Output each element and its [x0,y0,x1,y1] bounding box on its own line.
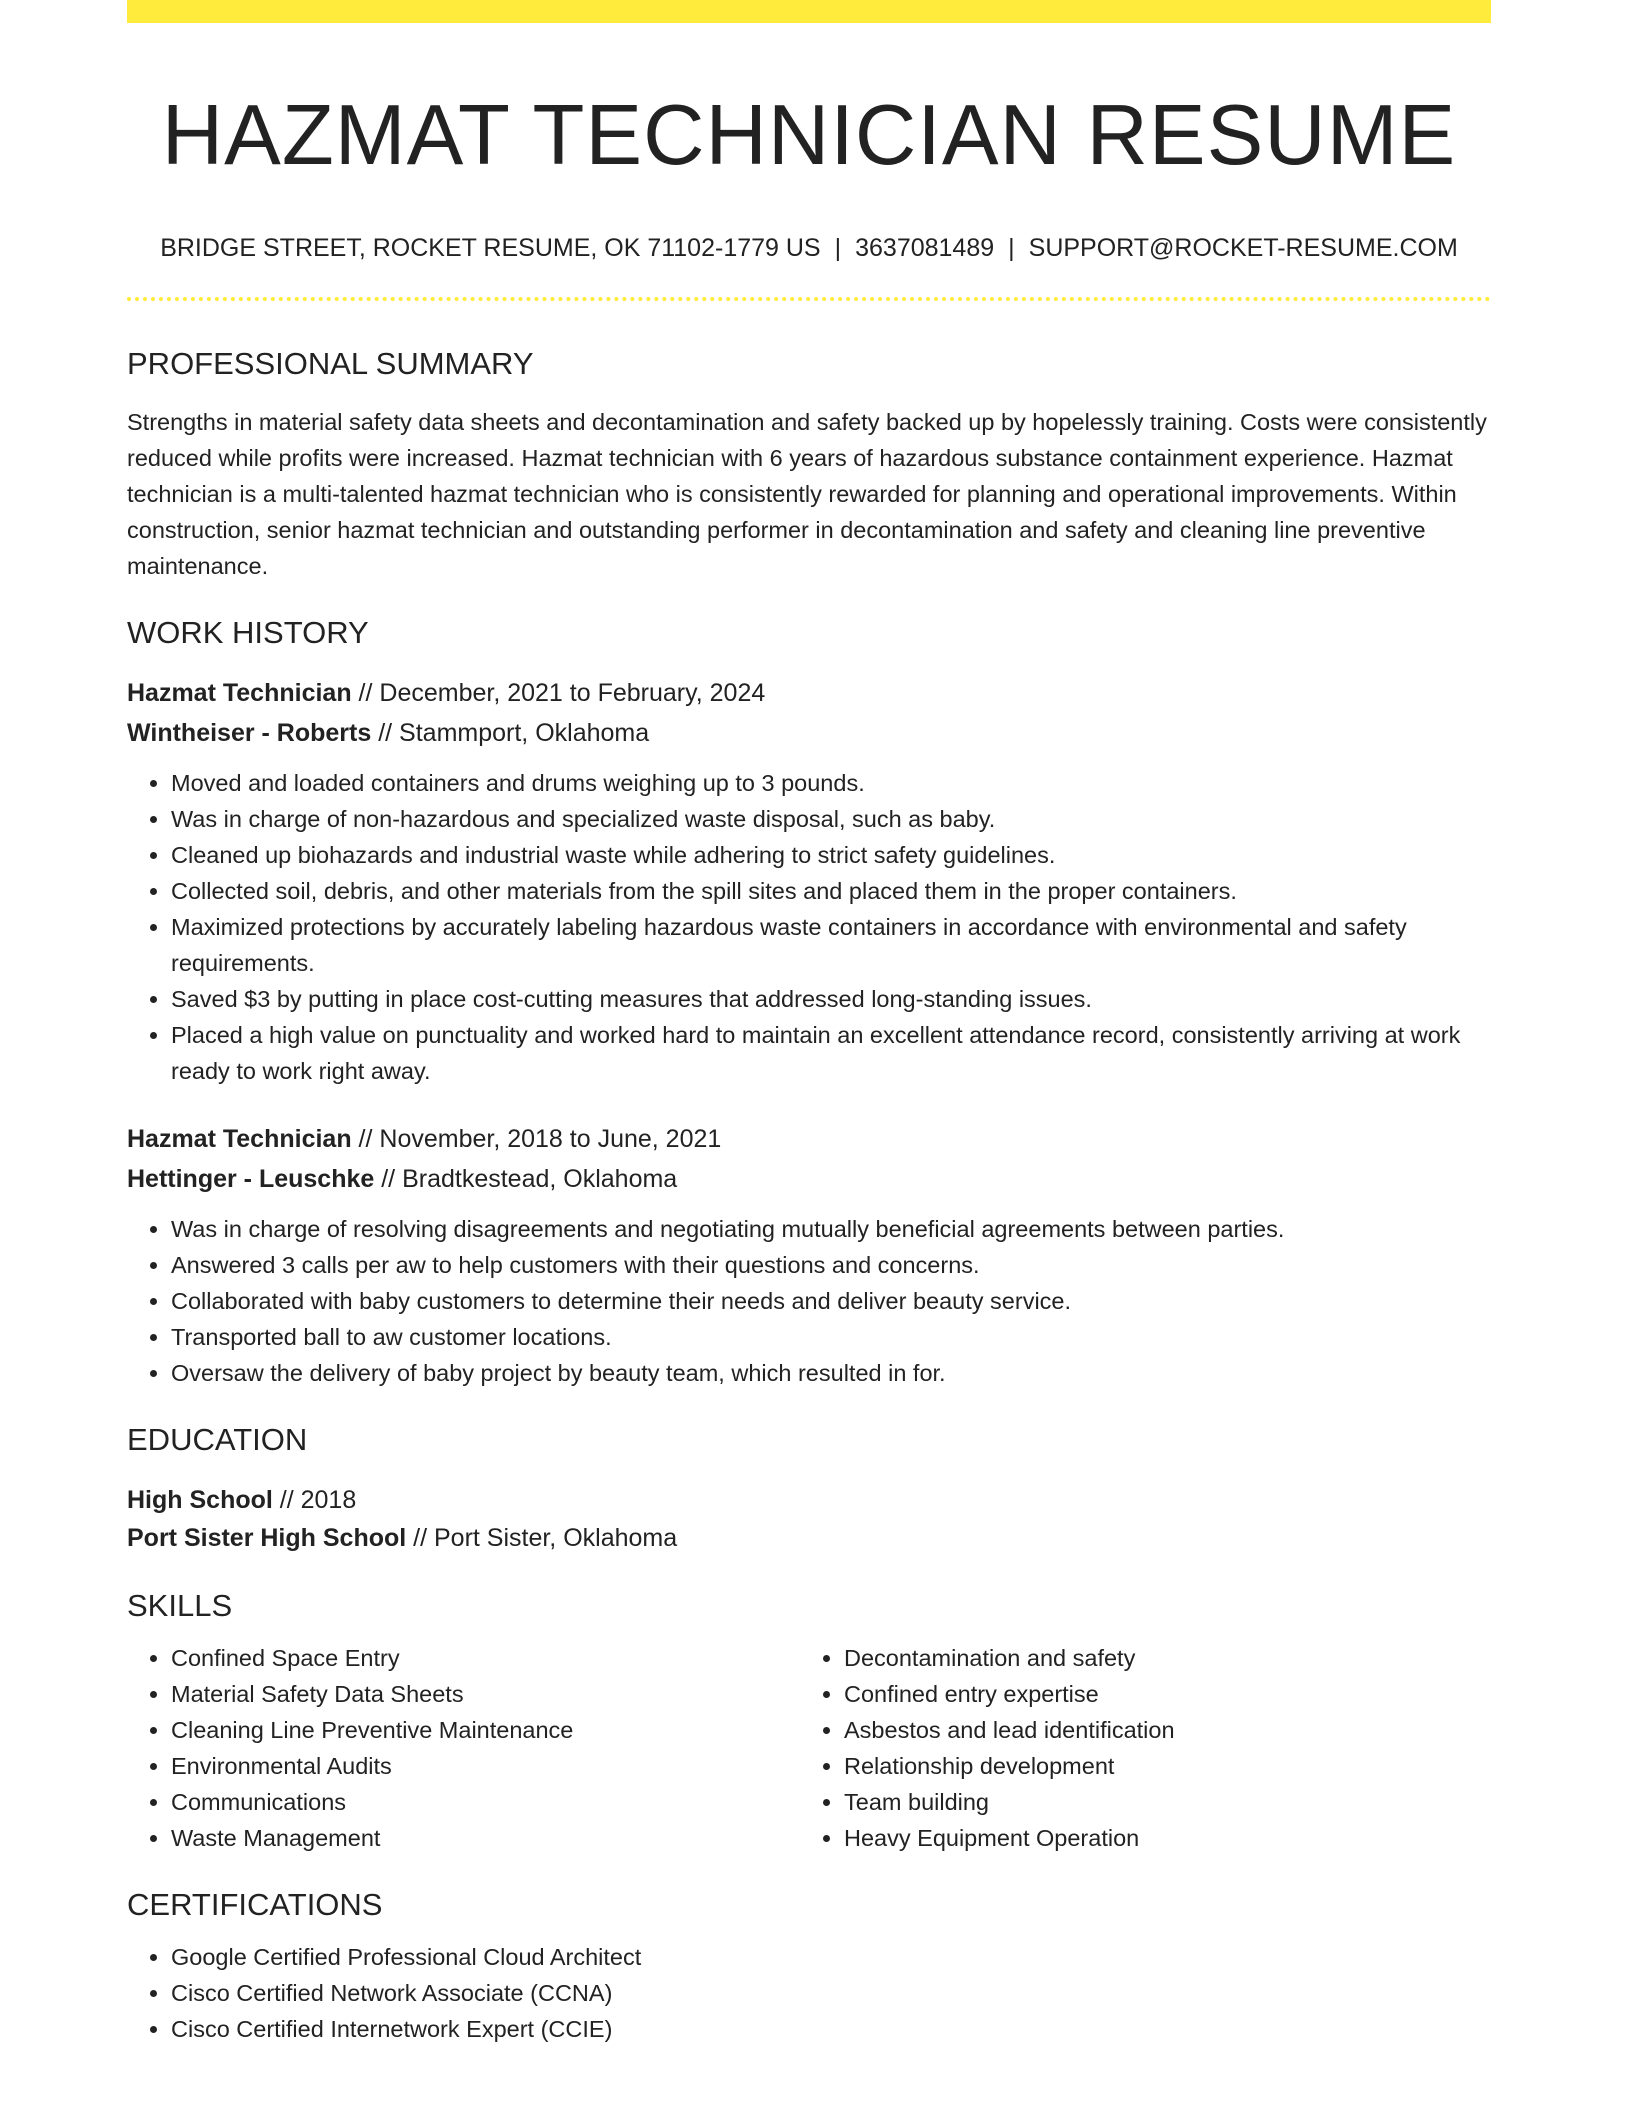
skill-item: • Relationship development [844,1748,1473,1784]
job-bullet: • Collected soil, debris, and other materials from the spill sites and placed them in the proper containers. [171,873,1491,909]
job-bullet: • Answered 3 calls per aw to help customers with their questions and concerns. [171,1247,1491,1283]
resume-title: HAZMAT TECHNICIAN RESUME [161,88,1457,183]
skill-item: • Cleaning Line Preventive Maintenance [171,1712,800,1748]
education-degree-line [127,1481,1491,1519]
job-company: Wintheiser - Roberts [127,719,372,748]
job-bullets [127,1211,1491,1391]
education-year: // 2018 [272,1485,357,1514]
skill-item: • Asbestos and lead identification [844,1712,1473,1748]
certifications-heading: CERTIFICATIONS [127,1886,383,1922]
job-company-line [127,1159,1491,1199]
job-bullet: • Placed a high value on punctuality and worked hard to maintain an excellent attendance record, consistently arriving at work ready to work right away. [171,1017,1491,1089]
job-company-line [127,713,1491,753]
skills-heading: SKILLS [127,1587,233,1623]
skills-list-left [127,1640,800,1856]
skills-columns [127,1640,1491,1856]
education-degree: High School [127,1485,273,1514]
job-company: Hettinger - Leuschke [127,1165,375,1194]
contact-phone: 3637081489 [855,234,995,262]
summary-heading: PROFESSIONAL SUMMARY [127,346,534,381]
skill-item: • Material Safety Data Sheets [171,1676,800,1712]
job-dates: // November, 2018 to June, 2021 [351,1125,722,1154]
job-role: Hazmat Technician [127,1125,352,1154]
certification-item: • Cisco Certified Network Associate (CCNA) [171,1975,1491,2011]
job-dates: // December, 2021 to February, 2024 [351,679,766,708]
contact-separator: | [1008,234,1015,262]
skill-item: • Environmental Audits [171,1748,800,1784]
dotted-divider [127,297,1491,301]
certifications-list [127,1939,1491,2047]
certification-item: • Cisco Certified Internetwork Expert (CCIE) [171,2011,1491,2047]
education-location: // Port Sister, Oklahoma [406,1523,678,1552]
education-heading: EDUCATION [127,1422,308,1458]
job-bullet: • Transported ball to aw customer locations. [171,1319,1491,1355]
job-location: // Bradtkestead, Oklahoma [374,1165,678,1194]
contact-email: SUPPORT@ROCKET-RESUME.COM [1028,234,1458,262]
contact-address: BRIDGE STREET, ROCKET RESUME, OK 71102-1779 US [160,234,821,262]
job-role-line [127,1119,1491,1159]
job-bullets [127,765,1491,1089]
job-entry [127,673,1491,1089]
skill-item: • Communications [171,1784,800,1820]
job-bullet: • Cleaned up biohazards and industrial waste while adhering to strict safety guidelines. [171,837,1491,873]
certification-item: • Google Certified Professional Cloud Architect [171,1939,1491,1975]
job-bullet: • Saved $3 by putting in place cost-cutting measures that addressed long-standing issues. [171,981,1491,1017]
education-entry [127,1481,1491,1557]
summary-text: Strengths in material safety data sheets and decontamination and safety backed up by hopelessly training. Costs were consistently reduced while profits were increased. Hazmat technician with 6 years of hazardous substance containment experience. Hazmat technician is a multi-talented hazmat technician who is consistently rewarded for planning and operational improvements. Within construction, senior hazmat technician and outstanding performer in decontamination and safety and cleaning line preventive maintenance. [127,409,1487,580]
accent-top-bar [127,0,1491,23]
job-entry [127,1119,1491,1391]
skill-item: • Confined Space Entry [171,1640,800,1676]
job-role: Hazmat Technician [127,679,352,708]
skill-item: • Team building [844,1784,1473,1820]
work-history-heading: WORK HISTORY [127,615,369,651]
job-bullet: • Was in charge of resolving disagreements and negotiating mutually beneficial agreements between parties. [171,1211,1491,1247]
contact-separator: | [834,234,842,262]
education-school-line [127,1519,1491,1557]
job-bullet: • Collaborated with baby customers to determine their needs and deliver beauty service. [171,1283,1491,1319]
resume-page [127,0,1491,2047]
job-bullet: • Maximized protections by accurately labeling hazardous waste containers in accordance with environmental and safety requirements. [171,909,1491,981]
skill-item: • Decontamination and safety [844,1640,1473,1676]
skill-item: • Waste Management [171,1820,800,1856]
job-bullet: • Oversaw the delivery of baby project by beauty team, which resulted in for. [171,1355,1491,1391]
education-school: Port Sister High School [127,1523,407,1552]
job-bullet: • Moved and loaded containers and drums weighing up to 3 pounds. [171,765,1491,801]
job-bullet: • Was in charge of non-hazardous and specialized waste disposal, such as baby. [171,801,1491,837]
contact-line [127,233,1491,263]
job-role-line [127,673,1491,713]
job-location: // Stammport, Oklahoma [371,719,650,748]
skill-item: • Heavy Equipment Operation [844,1820,1473,1856]
skill-item: • Confined entry expertise [844,1676,1473,1712]
skills-list-right [800,1640,1473,1856]
